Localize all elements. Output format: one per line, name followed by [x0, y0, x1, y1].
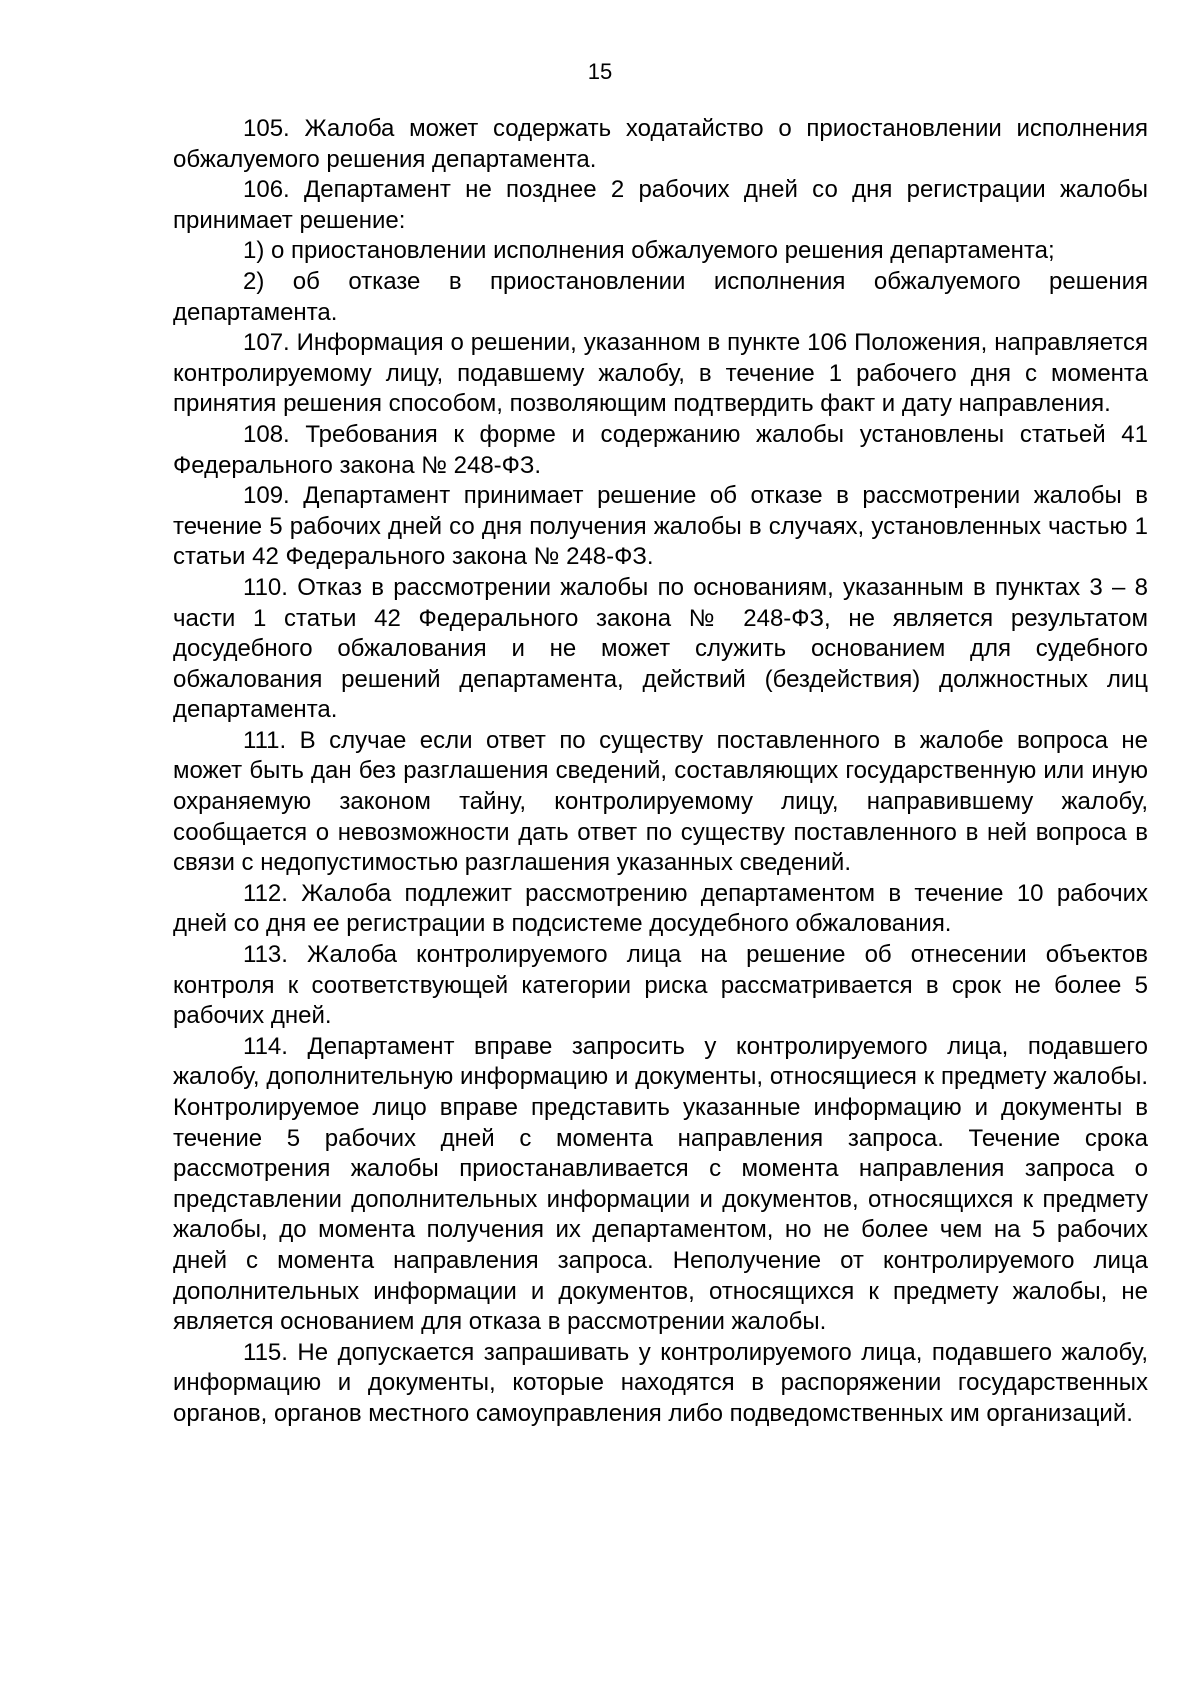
paragraph-111: 111. В случае если ответ по существу поставленного в жалобе вопроса не может быть дан без разглашения сведений, составляющих государственную или иную охраняемую законом тайну, контролируемому лицу, направившему жалобу, сообщается о невозможности дать ответ по существу поставленного в ней вопроса в связи с недопустимостью разглашения указанных сведений. [173, 726, 1148, 877]
document-body [173, 114, 1148, 1430]
paragraph-106-item-2: 2) об отказе в приостановлении исполнения обжалуемого решения департамента. [173, 267, 1148, 326]
paragraph-105: 105. Жалоба может содержать ходатайство о приостановлении исполнения обжалуемого решения департамента. [173, 115, 1148, 173]
paragraph-113: 113. Жалоба контролируемого лица на решение об отнесении объектов контроля к соответствующей категории риска рассматривается в срок не более 5 рабочих дней. [173, 941, 1148, 1030]
paragraph-106-item-1: 1) о приостановлении исполнения обжалуемого решения департамента; [243, 237, 1055, 265]
paragraph-108: 108. Требования к форме и содержанию жалобы установлены статьей 41 Федерального закона № 248-ФЗ. [173, 420, 1148, 479]
paragraph-106: 106. Департамент не позднее 2 рабочих дней со дня регистрации жалобы принимает решение: [173, 176, 1148, 234]
page-number: 15 [587, 59, 613, 84]
paragraph-114: 114. Департамент вправе запросить у контролируемого лица, подавшего жалобу, дополнительную информацию и документы, относящиеся к предмету жалобы. Контролируемое лицо вправе представить указанные информацию и документы в течение 5 рабочих дней с момента направления запроса. Течение срока рассмотрения жалобы приостанавливается с момента направления запроса о представлении дополнительных информации и документов, относящихся к предмету жалобы, до момента получения их департаментом, но не более чем на 5 рабочих дней с момента направления запроса. Неполучение от контролируемого лица дополнительных информации и документов, относящихся к предмету жалобы, не является основанием для отказа в рассмотрении жалобы. [173, 1032, 1148, 1336]
paragraph-107: 107. Информация о решении, указанном в пункте 106 Положения, направляется контролируемому лицу, подавшему жалобу, в течение 1 рабочего дня с момента принятия решения способом, позволяющим подтвердить факт и дату направления. [173, 329, 1148, 418]
paragraph-115: 115. Не допускается запрашивать у контролируемого лица, подавшего жалобу, информацию и документы, которые находятся в распоряжении государственных органов, органов местного самоуправления либо подведомственных им организаций. [173, 1338, 1148, 1427]
paragraph-110: 110. Отказ в рассмотрении жалобы по основаниям, указанным в пунктах 3 – 8 части 1 статьи 42 Федерального закона № 248-ФЗ, не является результатом досудебного обжалования и не может служить основанием для судебного обжалования решений департамента, действий (бездействия) должностных лиц департамента. [173, 573, 1148, 724]
paragraph-112: 112. Жалоба подлежит рассмотрению департаментом в течение 10 рабочих дней со дня ее регистрации в подсистеме досудебного обжалования. [173, 879, 1148, 938]
paragraph-109: 109. Департамент принимает решение об отказе в рассмотрении жалобы в течение 5 рабочих дней со дня получения жалобы в случаях, установленных частью 1 статьи 42 Федерального закона № 248-ФЗ. [173, 482, 1148, 571]
